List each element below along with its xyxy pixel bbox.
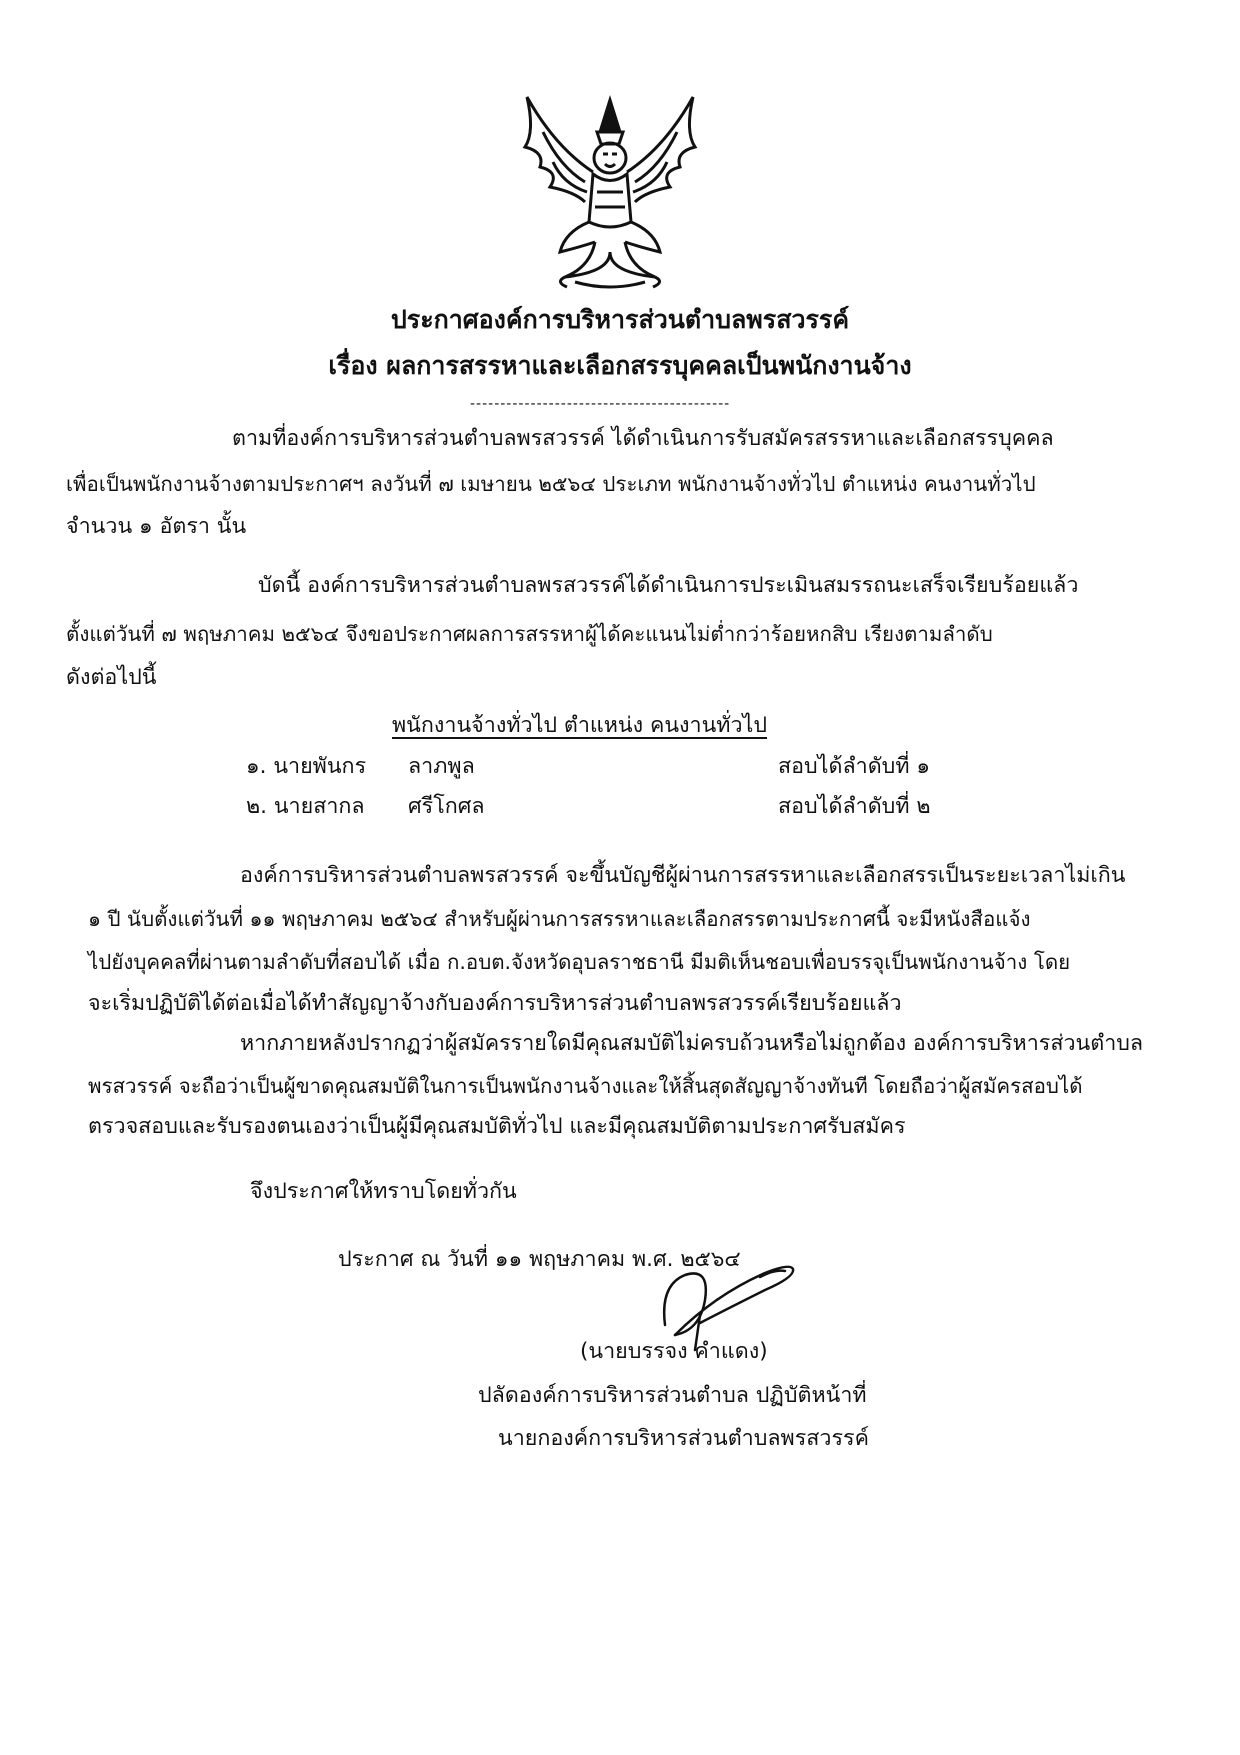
para1-line3: จำนวน ๑ อัตรา นั้น (66, 514, 247, 539)
para3-line3: ไปยังบุคคลที่ผ่านตามลำดับที่สอบได้ เมื่อ ก.อบต.จังหวัดอุบลราชธานี มีมติเห็นชอบเพื่อบรรจุเป็นพนักงานจ้าง โดย (88, 950, 1071, 974)
result-surname: ศรีโกศล (408, 794, 485, 819)
announcement-date: ประกาศ ณ วันที่ ๑๑ พฤษภาคม พ.ศ. ๒๕๖๔ (338, 1247, 741, 1272)
para3-line1: องค์การบริหารส่วนตำบลพรสวรรค์ จะขึ้นบัญชีผู้ผ่านการสรรหาและเลือกสรรเป็นระยะเวลาไม่เกิน (240, 863, 1126, 888)
result-rank: สอบได้ลำดับที่ ๒ (778, 794, 931, 819)
announcement-subject: เรื่อง ผลการสรรหาและเลือกสรรบุคคลเป็นพนักงานจ้าง (328, 351, 912, 380)
para3-line2: ๑ ปี นับตั้งแต่วันที่ ๑๑ พฤษภาคม ๒๕๖๔ สำหรับผู้ผ่านการสรรหาและเลือกสรรตามประกาศนี้ จะมีหนังสือแจ้ง (88, 907, 1031, 931)
result-surname: ลาภพูล (408, 754, 475, 779)
para2-line3: ดังต่อไปนี้ (66, 665, 157, 690)
para4-line2: พรสวรรค์ จะถือว่าเป็นผู้ขาดคุณสมบัติในการเป็นพนักงานจ้างและให้สิ้นสุดสัญญาจ้างทันที โดยถือว่าผู้สมัครสอบได้ (88, 1074, 1083, 1098)
signatory-name: (นายบรรจง คำแดง) (580, 1339, 768, 1364)
garuda-emblem-icon (505, 92, 715, 292)
para4-line3: ตรวจสอบและรับรองตนเองว่าเป็นผู้มีคุณสมบัติทั่วไป และมีคุณสมบัติตามประกาศรับสมัคร (88, 1114, 906, 1139)
closing-line: จึงประกาศให้ทราบโดยทั่วกัน (250, 1179, 517, 1204)
para1-line1: ตามที่องค์การบริหารส่วนตำบลพรสวรรค์ ได้ดำเนินการรับสมัครสรรหาและเลือกสรรบุคคล (232, 426, 1054, 451)
result-rank: สอบได้ลำดับที่ ๑ (778, 754, 930, 779)
para2-line2: ตั้งแต่วันที่ ๗ พฤษภาคม ๒๕๖๔ จึงขอประกาศผลการสรรหาผู้ได้คะแนนไม่ต่ำกว่าร้อยหกสิบ เรียงตามลำดับ (66, 622, 993, 646)
results-heading: พนักงานจ้างทั่วไป ตำแหน่ง คนงานทั่วไป (392, 713, 768, 738)
announcement-title: ประกาศองค์การบริหารส่วนตำบลพรสวรรค์ (390, 305, 850, 334)
result-name: ๒. นายสากล (246, 794, 365, 819)
para3-line4: จะเริ่มปฏิบัติได้ต่อเมื่อได้ทำสัญญาจ้างกับองค์การบริหารส่วนตำบลพรสวรรค์เรียบร้อยแล้ว (88, 991, 902, 1016)
signatory-position-2: นายกองค์การบริหารส่วนตำบลพรสวรรค์ (498, 1426, 869, 1451)
signatory-position-1: ปลัดองค์การบริหารส่วนตำบล ปฏิบัติหน้าที่ (478, 1383, 867, 1408)
para4-line1: หากภายหลังปรากฏว่าผู้สมัครรายใดมีคุณสมบัติไม่ครบถ้วนหรือไม่ถูกต้อง องค์การบริหารส่วนตำบล (240, 1031, 1144, 1056)
para2-line1: บัดนี้ องค์การบริหารส่วนตำบลพรสวรรค์ได้ดำเนินการประเมินสมรรถนะเสร็จเรียบร้อยแล้ว (258, 573, 1079, 598)
title-divider: ------------------------------------------- (470, 396, 731, 412)
para1-line2: เพื่อเป็นพนักงานจ้างตามประกาศฯ ลงวันที่ ๗ เมษายน ๒๕๖๔ ประเภท พนักงานจ้างทั่วไป ตำแหน่ง คนงานทั่วไป (66, 472, 1036, 496)
result-name: ๑. นายพันกร (246, 754, 367, 779)
